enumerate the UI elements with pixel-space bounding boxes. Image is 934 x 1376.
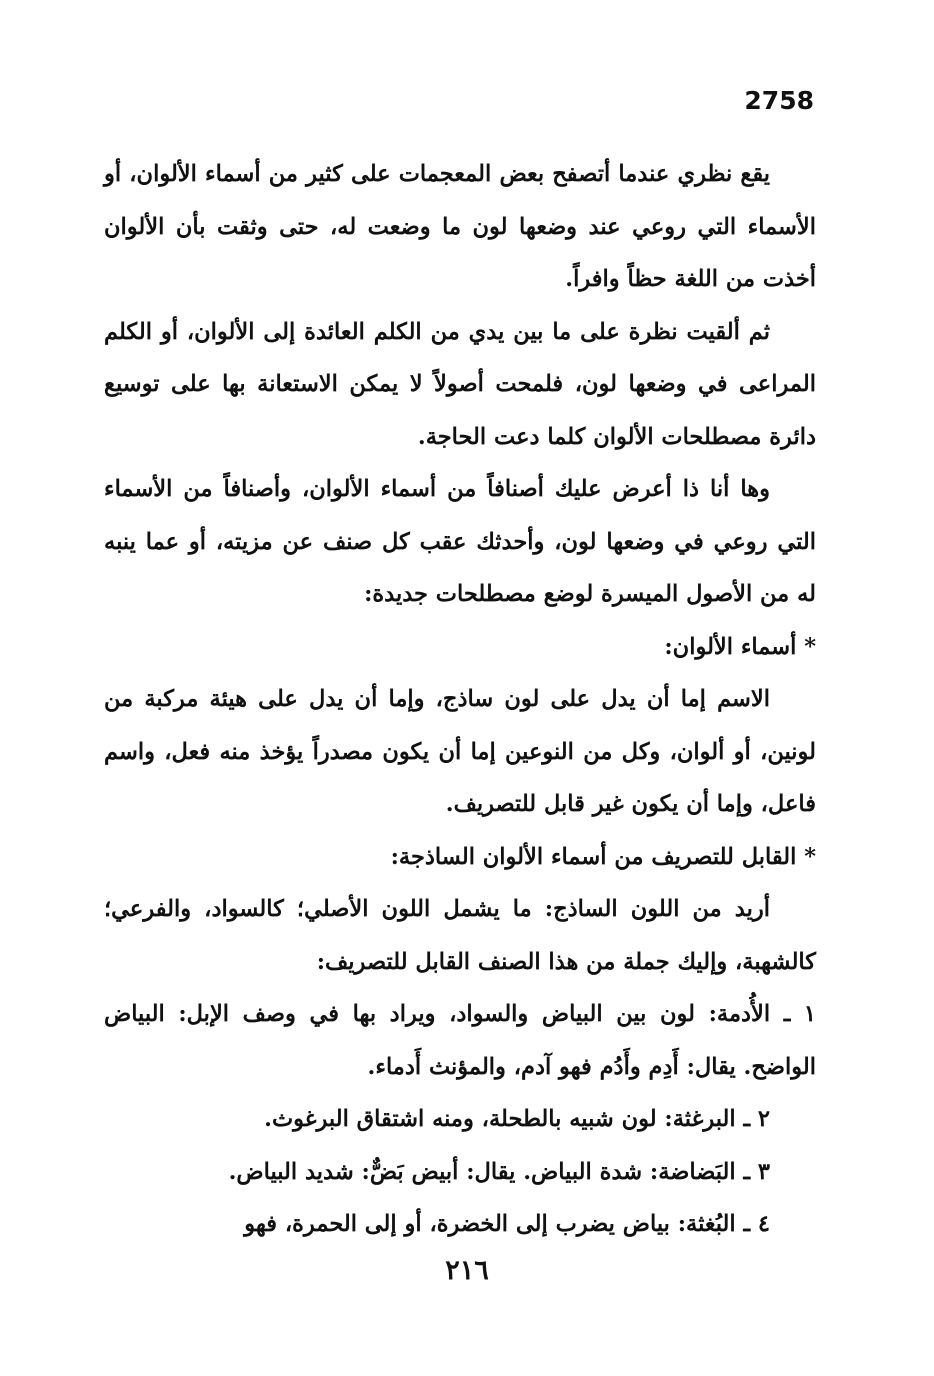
- paragraph-fourth: الاسم إما أن يدل على لون ساذج، وإما أن يدل على هيئة مركبة من لونين، أو ألوان، وكل من النوعين إما أن يكون مصدراً يؤخذ منه فعل، واسم فاعل، وإما أن يكون غير قابل للتصريف.: [104, 686, 816, 817]
- bottom-page-number: ٢١٦: [445, 1255, 489, 1286]
- page-body: [104, 148, 816, 1251]
- top-page-number: 2758: [744, 86, 814, 115]
- list-item-2: ٢ ـ البرغثة: لون شبيه بالطحلة، ومنه اشتقاق البرغوث.: [264, 1106, 770, 1132]
- paragraph-second: ثم ألقيت نظرة على ما بين يدي من الكلم العائدة إلى الألوان، أو الكلم المراعى في وضعها لون، فلمحت أصولاً لا يمكن الاستعانة بها على توسيع دائرة مصطلحات الألوان كلما دعت الحاجة.: [104, 318, 816, 450]
- list-item-3: ٣ ـ البَضاضة: شدة البياض. يقال: أبيض بَضٌّ: شديد البياض.: [228, 1158, 770, 1185]
- section-heading-inflectable: * القابل للتصريف من أسماء الألوان الساذجة:: [390, 843, 816, 870]
- section-heading-color-names: * أسماء الألوان:: [664, 633, 816, 660]
- list-item-4: ٤ ـ البُغثة: بياض يضرب إلى الخضرة، أو إلى الحمرة، فهو: [244, 1211, 770, 1237]
- list-item-1: ١ ـ الأُدمة: لون بين البياض والسواد، ويراد بها في وصف الإبل: البياض الواضح. يقال: أَدِم وأَدُم فهو آدم، والمؤنث أَدماء.: [104, 1001, 816, 1080]
- paragraph-fifth: أريد من اللون الساذج: ما يشمل اللون الأصلي؛ كالسواد، والفرعي؛ كالشهبة، وإليك جملة من هذا الصنف القابل للتصريف:: [104, 896, 816, 975]
- paragraph-intro: يقع نظري عندما أتصفح بعض المعجمات على كثير من أسماء الألوان، أو الأسماء التي روعي عند وضعها لون ما وضعت له، حتى وثقت بأن الألوان أخذت من اللغة حظاً وافراً.: [104, 161, 816, 292]
- paragraph-third: وها أنا ذا أعرض عليك أصنافاً من أسماء الألوان، وأصنافاً من الأسماء التي روعي في وضعها لون، وأحدثك عقب كل صنف عن مزيته، أو عما ينبه له من الأصول الميسرة لوضع مصطلحات جديدة:: [104, 476, 816, 607]
